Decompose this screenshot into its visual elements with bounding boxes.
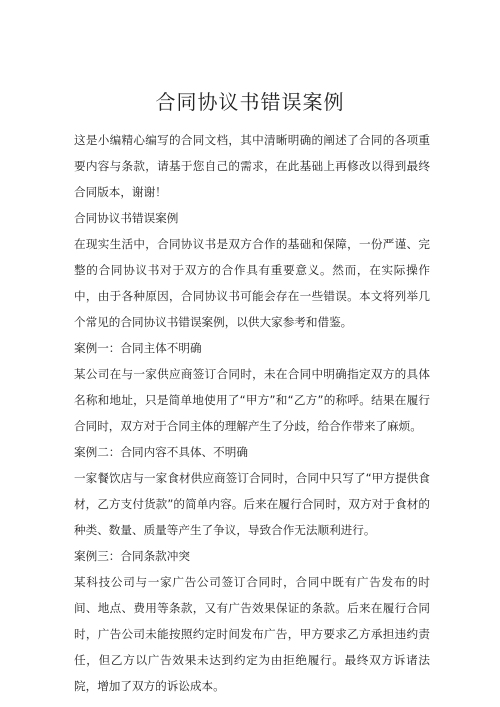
case-body: 某公司在与一家供应商签订合同时，未在合同中明确指定双方的具体名称和地址，只是简单地使用了“甲方”和“乙方”的称呼。结果在履行合同时，双方对于合同主体的理解产生了分歧，给合作带来了麻烦。 — [74, 367, 430, 433]
intro-paragraph: 这是小编精心编写的合同文档，其中清晰明确的阐述了合同的各项重要内容与条款，请基于您自己的需求，在此基础上再修改以得到最终合同版本，谢谢！ — [74, 133, 430, 199]
document-body — [74, 127, 430, 699]
case-heading: 案例三：合同条款冲突 — [74, 549, 190, 563]
case-heading: 案例一：合同主体不明确 — [74, 341, 202, 355]
case-body: 某科技公司与一家广告公司签订合同时，合同中既有广告发布的时间、地点、费用等条款，又有广告效果保证的条款。后来在履行合同时，广告公司未能按照约定时间发布广告，甲方要求乙方承担违约责任，但乙方以广告效果未达到约定为由拒绝履行。最终双方诉诸法院，增加了双方的诉讼成本。 — [74, 575, 430, 693]
overview-paragraph: 在现实生活中，合同协议书是双方合作的基础和保障，一份严谨、完整的合同协议书对于双方的合作具有重要意义。然而，在实际操作中，由于各种原因，合同协议书可能会存在一些错误。本文将列举几个常见的合同协议书错误案例，以供大家参考和借鉴。 — [74, 237, 430, 329]
case-heading: 案例二：合同内容不具体、不明确 — [74, 445, 248, 459]
section-subtitle: 合同协议书错误案例 — [74, 211, 179, 225]
case-body: 一家餐饮店与一家食材供应商签订合同时，合同中只写了“甲方提供食材，乙方支付货款”的简单内容。后来在履行合同时，双方对于食材的种类、数量、质量等产生了争议，导致合作无法顺利进行。 — [74, 471, 430, 537]
document-title: 合同协议书错误案例 — [155, 90, 345, 114]
